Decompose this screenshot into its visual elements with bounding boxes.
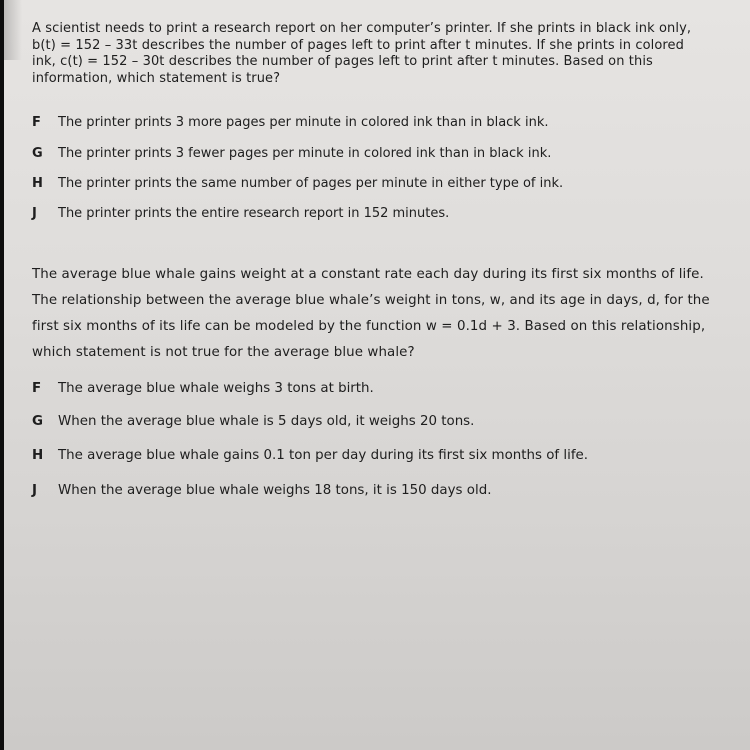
question-1-choice-h[interactable] xyxy=(32,176,563,192)
worksheet-page xyxy=(4,0,750,750)
question-2-stem: The average blue whale gains weight at a constant rate each day during its first six months of life. The relationship between the average blue whale’s weight in tons, w, and its age in days, d, for the first six months of its life can be modeled by the function w = 0.1d + 3. Based on this relationship, which statement is not true for the average blue whale? xyxy=(32,267,710,360)
choice-letter: J xyxy=(32,483,37,498)
choice-letter: F xyxy=(32,115,41,130)
question-1-choice-j[interactable] xyxy=(32,206,449,222)
choice-text: The printer prints 3 more pages per minute in colored ink than in black ink. xyxy=(58,115,549,130)
question-1-stem: A scientist needs to print a research report on her computer’s printer. If she prints in black ink only, b(t) = 152 – 33t describes the number of pages left to print after t minutes. If she prints in colored ink, c(t) = 152 – 30t describes the number of pages left to print after t minutes. Based on this information, which statement is true? xyxy=(32,21,692,86)
choice-text: The average blue whale gains 0.1 ton per day during its first six months of life. xyxy=(58,448,589,463)
choice-text: The average blue whale weighs 3 tons at birth. xyxy=(58,381,374,396)
question-2-choice-h[interactable] xyxy=(32,448,588,464)
question-1-choice-f[interactable] xyxy=(32,115,548,131)
question-2-choice-f[interactable] xyxy=(32,381,374,397)
page-corner-shadow xyxy=(4,0,22,60)
question-2-choice-g[interactable] xyxy=(32,414,474,430)
question-1-choice-g[interactable] xyxy=(32,146,551,162)
question-2-choice-j[interactable] xyxy=(32,483,491,499)
choice-letter: H xyxy=(32,448,44,463)
choice-letter: G xyxy=(32,414,43,429)
choice-letter: G xyxy=(32,146,43,161)
choice-text: The printer prints the entire research report in 152 minutes. xyxy=(58,206,450,221)
choice-letter: J xyxy=(32,206,37,221)
choice-text: When the average blue whale weighs 18 tons, it is 150 days old. xyxy=(58,483,492,498)
choice-text: When the average blue whale is 5 days old, it weighs 20 tons. xyxy=(58,414,475,429)
choice-text: The printer prints the same number of pages per minute in either type of ink. xyxy=(58,176,564,191)
choice-text: The printer prints 3 fewer pages per minute in colored ink than in black ink. xyxy=(58,146,552,161)
choice-letter: F xyxy=(32,381,42,396)
choice-letter: H xyxy=(32,176,43,191)
